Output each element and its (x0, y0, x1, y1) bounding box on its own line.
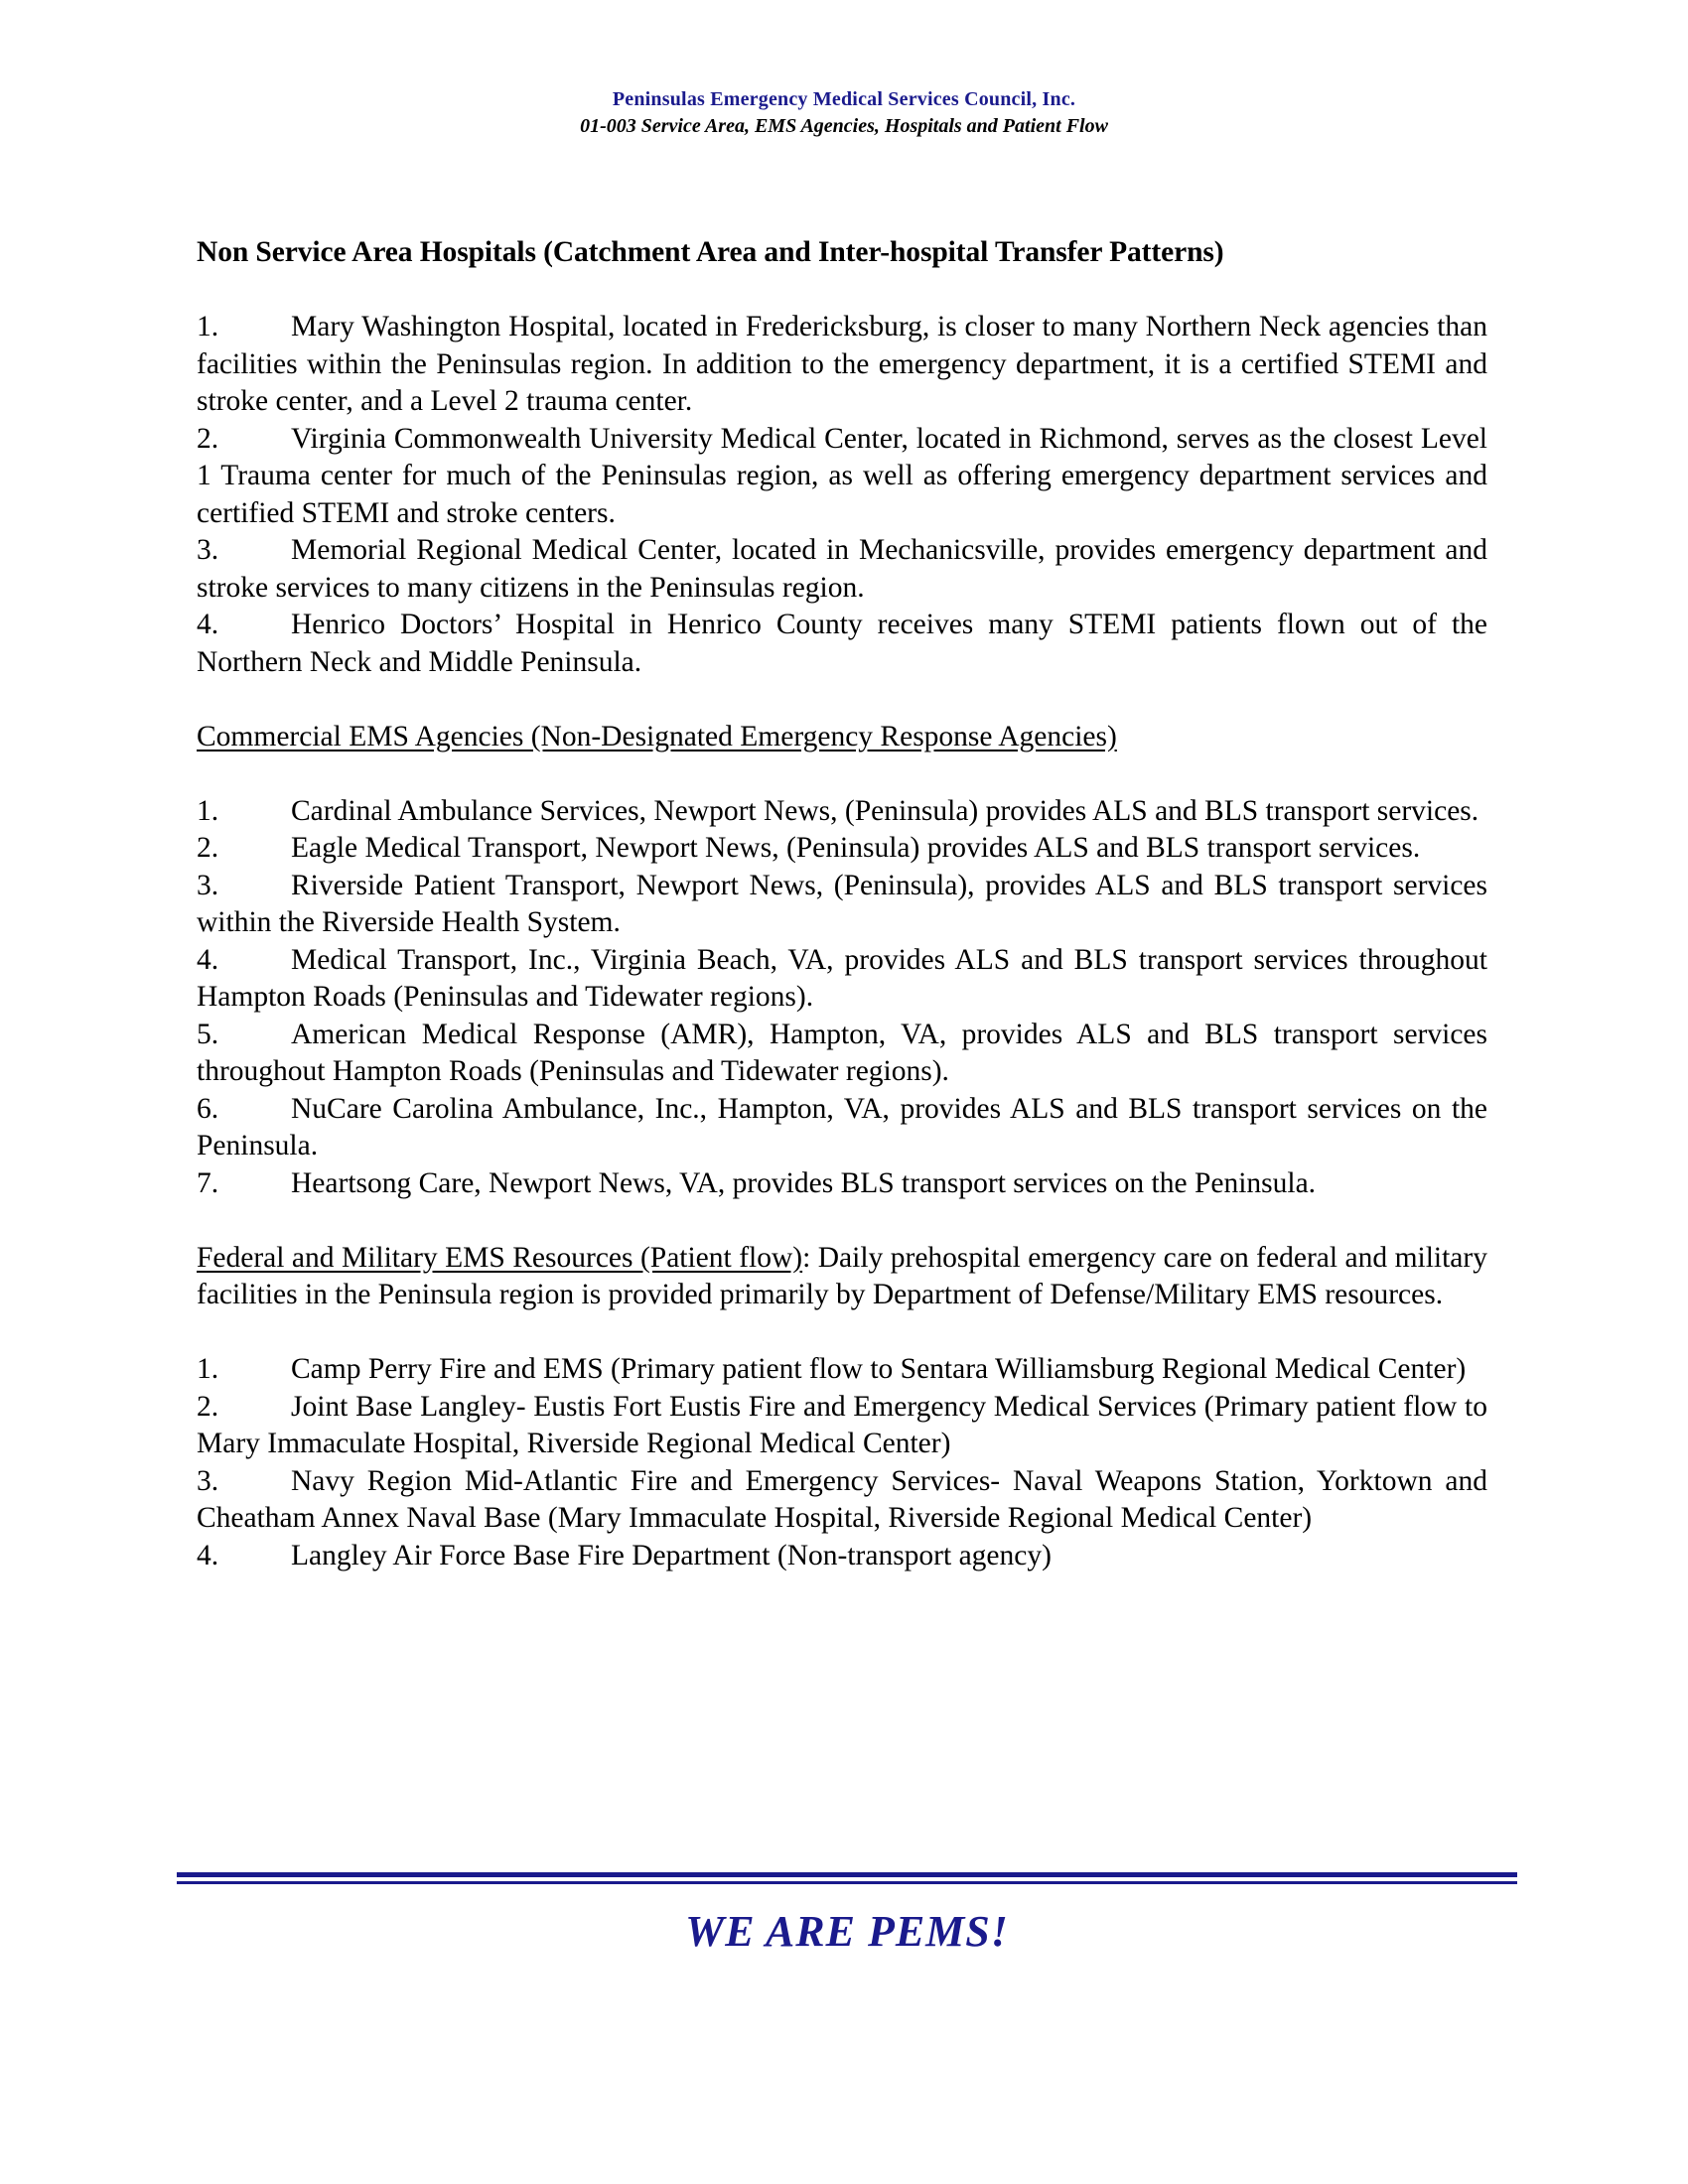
list-item (197, 1165, 1487, 1203)
list-item-number: 3. (197, 1464, 219, 1497)
list-item-text: Cardinal Ambulance Services, Newport News, (Peninsula) provides ALS and BLS transport services. (291, 794, 1479, 827)
list-item-text: Virginia Commonwealth University Medical Center, located in Richmond, serves as the closest Level 1 Trauma center for much of the Peninsulas region, as well as offering emergency department services and certified STEMI and stroke centers. (197, 422, 1487, 529)
list-item-number: 2. (197, 832, 219, 864)
list-item-text: Heartsong Care, Newport News, VA, provides BLS transport services on the Peninsula. (291, 1166, 1317, 1199)
footer-slogan: WE ARE PEMS! (685, 1907, 1009, 1956)
document-body (197, 234, 1487, 1574)
list-item (197, 830, 1487, 868)
list-item-number: 1. (197, 794, 219, 827)
list-item-number: 7. (197, 1166, 219, 1199)
list-item (197, 309, 1487, 421)
list-item (197, 532, 1487, 607)
commercial-ems-heading-text: Commercial EMS Agencies (Non-Designated Emergency Response Agencies) (197, 720, 1117, 752)
list-item-number: 3. (197, 869, 219, 901)
list-item-number: 1. (197, 311, 219, 342)
commercial-ems-agencies-list (197, 793, 1487, 1203)
list-item (197, 607, 1487, 681)
list-item-text: Memorial Regional Medical Center, located in Mechanicsville, provides emergency department and stroke services to many citizens in the Peninsulas region. (197, 534, 1487, 604)
list-item (197, 421, 1487, 533)
list-item (197, 1017, 1487, 1091)
list-item (197, 1538, 1487, 1575)
document-footer (177, 1872, 1517, 1957)
list-item-number: 4. (197, 1539, 219, 1571)
list-item-text: Navy Region Mid-Atlantic Fire and Emergency Services- Naval Weapons Station, Yorktown and Cheatham Annex Naval Base (Mary Immaculate Hospital, Riverside Regional Medical Center) (197, 1464, 1487, 1534)
list-item-number: 4. (197, 609, 219, 640)
spacer (197, 681, 1487, 719)
spacer (197, 755, 1487, 793)
footer-rule-thin (177, 1881, 1517, 1884)
list-item-number: 3. (197, 534, 219, 566)
list-item (197, 1351, 1487, 1389)
list-item-number: 5. (197, 1018, 219, 1050)
list-item-text: Henrico Doctors’ Hospital in Henrico County receives many STEMI patients flown out of the Northern Neck and Middle Peninsula. (197, 609, 1487, 678)
list-item (197, 1389, 1487, 1463)
list-item (197, 868, 1487, 942)
list-item-number: 2. (197, 1390, 219, 1423)
spacer (197, 272, 1487, 310)
list-item-text: American Medical Response (AMR), Hampton, VA, provides ALS and BLS transport services throughout Hampton Roads (Peninsulas and Tidewater regions). (197, 1018, 1487, 1087)
federal-military-intro (197, 1240, 1487, 1314)
spacer (197, 1202, 1487, 1240)
federal-military-heading-text: Federal and Military EMS Resources (Patient flow) (197, 1241, 803, 1274)
list-item-text: Mary Washington Hospital, located in Fredericksburg, is closer to many Northern Neck agencies than facilities within the Peninsulas region. In addition to the emergency department, it is a certified STEMI and stroke center, and a Level 2 trauma center. (197, 311, 1487, 417)
list-item-number: 1. (197, 1353, 219, 1385)
list-item (197, 793, 1487, 831)
federal-military-agencies-list (197, 1351, 1487, 1574)
list-item-text: Medical Transport, Inc., Virginia Beach, VA, provides ALS and BLS transport services throughout Hampton Roads (Peninsulas and Tidewater regions). (197, 943, 1487, 1013)
commercial-ems-heading (197, 719, 1487, 756)
list-item-number: 4. (197, 943, 219, 976)
list-item-number: 6. (197, 1092, 219, 1125)
list-item-text: Langley Air Force Base Fire Department (Non-transport agency) (291, 1539, 1052, 1571)
list-item-number: 2. (197, 422, 219, 455)
list-item (197, 1463, 1487, 1538)
list-item-text: Riverside Patient Transport, Newport News, (Peninsula), provides ALS and BLS transport services within the Riverside Health System. (197, 869, 1487, 938)
page-title: Non Service Area Hospitals (Catchment Area and Inter-hospital Transfer Patterns) (197, 236, 1224, 268)
organization-name: Peninsulas Emergency Medical Services Council, Inc. (612, 88, 1076, 110)
list-item-text: Camp Perry Fire and EMS (Primary patient flow to Sentara Williamsburg Regional Medical Center) (291, 1353, 1467, 1385)
spacer (197, 1314, 1487, 1352)
document-header (0, 87, 1688, 139)
list-item-text: Joint Base Langley- Eustis Fort Eustis Fire and Emergency Medical Services (Primary patient flow to Mary Immaculate Hospital, Riverside Regional Medical Center) (197, 1390, 1487, 1459)
list-item (197, 942, 1487, 1017)
list-item-text: Eagle Medical Transport, Newport News, (Peninsula) provides ALS and BLS transport services. (291, 832, 1421, 864)
list-item (197, 1091, 1487, 1165)
federal-military-intro-text: : Daily prehospital emergency care on federal and military facilities in the Peninsula region is provided primarily by Department of Defense/Military EMS resources. (197, 1241, 1487, 1310)
list-item-text: NuCare Carolina Ambulance, Inc., Hampton, VA, provides ALS and BLS transport services on the Peninsula. (197, 1092, 1487, 1161)
document-subtitle: 01-003 Service Area, EMS Agencies, Hospitals and Patient Flow (580, 115, 1108, 137)
non-service-hospitals-list (197, 309, 1487, 681)
